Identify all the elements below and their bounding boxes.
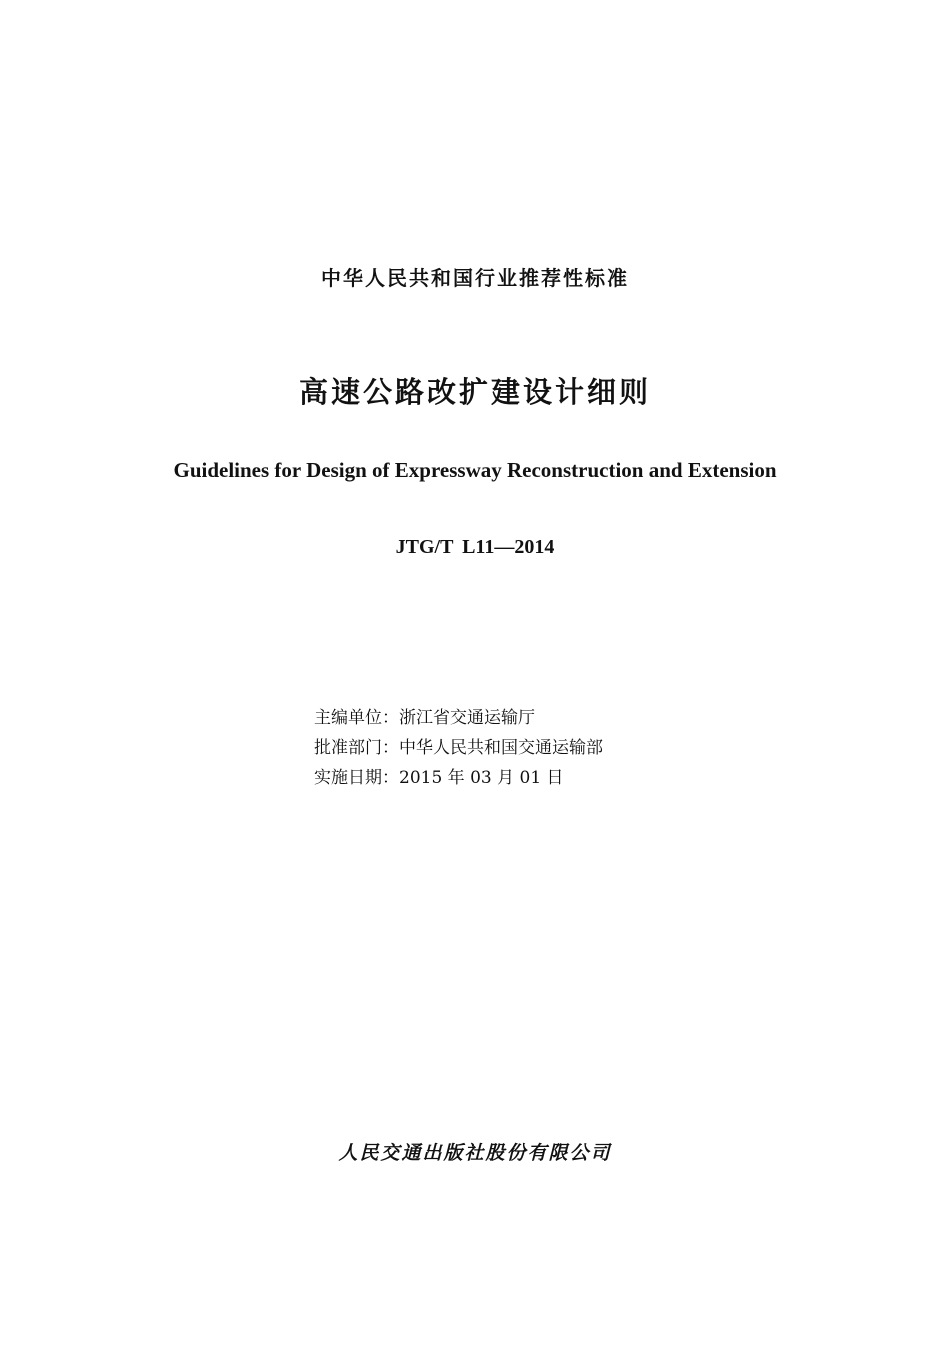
info-value-effective-date: 2015 年 03 月 01 日 [399,768,564,788]
info-block [314,703,603,793]
info-label-approver: 批准部门： [314,738,399,758]
info-value-approver: 中华人民共和国交通运输部 [399,738,603,758]
title-english: Guidelines for Design of Expressway Reconstruction and Extension [173,458,777,482]
title-chinese: 高速公路改扩建设计细则 [298,375,651,409]
info-row-editor [314,703,603,733]
publisher: 人民交通出版社股份有限公司 [338,1142,612,1164]
standard-category: 中华人民共和国行业推荐性标准 [321,266,629,290]
info-row-effective-date [314,763,603,793]
info-row-approver [314,733,603,763]
info-label-effective-date: 实施日期： [314,768,399,788]
info-label-editor: 主编单位： [314,708,399,728]
standard-code: JTG/T L11—2014 [395,536,555,558]
info-value-editor: 浙江省交通运输厅 [399,708,535,728]
